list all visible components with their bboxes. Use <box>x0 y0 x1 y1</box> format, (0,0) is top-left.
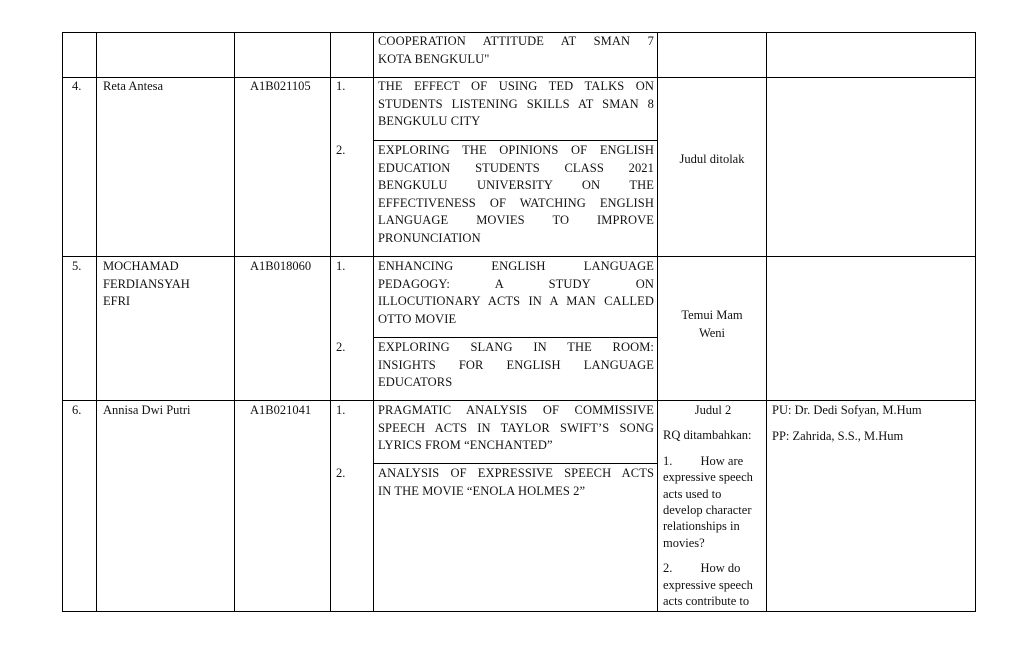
secondary-supervisor: PP: Zahrida, S.S., M.Hum <box>772 428 904 443</box>
title-text: ANALYSIS OF EXPRESSIVE SPEECH ACTS IN THE MOVIE “ENOLA HOLMES 2” <box>378 466 654 498</box>
title-text: ENHANCING ENGLISH LANGUAGE PEDAGOGY: A STUDY ON ILLOCUTIONARY ACTS IN A MAN CALLED OTTO MOVIE <box>378 259 654 326</box>
title-divider-4 <box>373 140 657 141</box>
student-name: Reta Antesa <box>103 79 164 93</box>
title-divider-6 <box>373 463 657 464</box>
col-divider-status <box>766 32 767 612</box>
title-text: COOPERATION ATTITUDE AT SMAN 7 KOTA BENGKULU" <box>378 34 654 66</box>
title-number: 1. <box>336 259 346 273</box>
student-nim: A1B021105 <box>250 79 311 93</box>
title-text: EXPLORING SLANG IN THE ROOM: INSIGHTS FOR ENGLISH LANGUAGE EDUCATORS <box>378 340 654 389</box>
supervisors <box>772 402 972 445</box>
primary-supervisor: PU: Dr. Dedi Sofyan, M.Hum <box>772 403 922 417</box>
row-number: 4. <box>72 79 82 93</box>
row-number: 6. <box>72 403 82 417</box>
title-text: PRAGMATIC ANALYSIS OF COMMISSIVE SPEECH ACTS IN TAYLOR SWIFT’S SONG LYRICS FROM “ENCHANTED” <box>378 403 654 452</box>
student-nim: A1B021041 <box>250 403 312 417</box>
title-number: 2. <box>336 340 346 354</box>
review-notes: Judul 2 RQ ditambahkan: 1. How are expressive speech acts used to develop character relationships in movies? 2. How do expressive speech acts contribute to <box>663 403 753 609</box>
table-border-bottom <box>62 611 976 612</box>
col-divider-no <box>96 32 97 612</box>
review-status: Temui Mam Weni <box>681 308 743 340</box>
title-text: THE EFFECT OF USING TED TALKS ON STUDENTS LISTENING SKILLS AT SMAN 8 BENGKULU CITY <box>378 79 654 128</box>
student-name: Annisa Dwi Putri <box>103 403 191 417</box>
col-divider-name <box>234 32 235 612</box>
row-number: 5. <box>72 259 82 273</box>
col-divider-title <box>657 32 658 612</box>
row-divider-5 <box>62 256 976 257</box>
table-border-left <box>62 32 63 612</box>
title-number: 1. <box>336 403 346 417</box>
title-divider-5 <box>373 337 657 338</box>
title-text: EXPLORING THE OPINIONS OF ENGLISH EDUCATION STUDENTS CLASS 2021 BENGKULU UNIVERSITY ON THE EFFECTIVENESS OF WATCHING ENGLISH LANGUAGE MOVIES TO IMPROVE PRONUNCIATION <box>378 143 654 245</box>
title-number: 1. <box>336 79 346 93</box>
title-number: 2. <box>336 466 346 480</box>
row-divider-6 <box>62 400 976 401</box>
title-number: 2. <box>336 143 346 157</box>
review-status: Judul ditolak <box>679 152 745 166</box>
student-nim: A1B018060 <box>250 259 312 273</box>
table-border-right <box>975 32 976 612</box>
col-divider-nim <box>330 32 331 612</box>
student-name: MOCHAMAD FERDIANSYAH EFRI <box>103 259 190 308</box>
col-divider-num <box>373 32 374 612</box>
